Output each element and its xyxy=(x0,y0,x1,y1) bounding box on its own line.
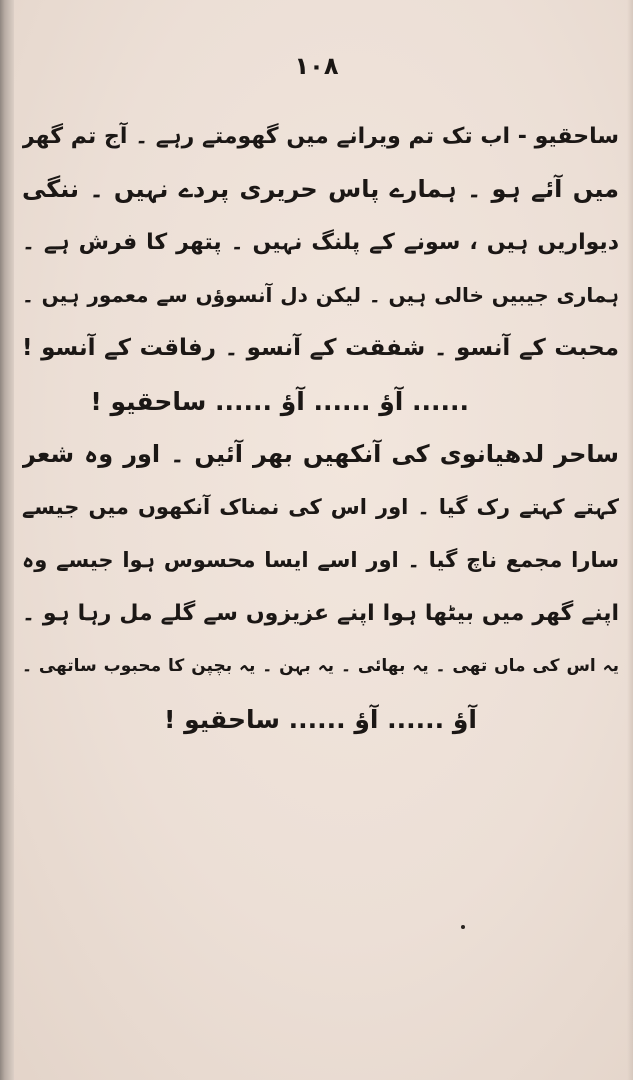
page-number: ۱۰۸ xyxy=(294,52,339,80)
text-line: محبت کے آنسو ۔ شفقت کے آنسو ۔ رفاقت کے آنسو ! xyxy=(22,335,619,361)
text-line: ہماری جیبیں خالی ہیں ۔ لیکن دل آنسوؤں سے معمور ہیں ۔ xyxy=(22,283,619,307)
text-line: میں آئے ہو ۔ ہمارے پاس حریری پردے نہیں ۔ ننگی xyxy=(22,175,619,203)
text-line: دیواریں ہیں ، سونے کے پلنگ نہیں ۔ پتھر کا فرش ہے ۔ xyxy=(22,230,619,255)
text-line: اپنے گھر میں بیٹھا ہوا اپنے عزیزوں سے گلے مل رہا ہو ۔ xyxy=(22,601,619,626)
text-line: آؤ ...... آؤ ...... ساحقیو ! xyxy=(164,705,477,734)
text-line: ...... آؤ ...... آؤ ...... ساحقیو ! xyxy=(90,387,469,416)
page-edge xyxy=(627,0,633,1080)
text-line: سارا مجمع ناچ گیا ۔ اور اسے ایسا محسوس ہوا جیسے وہ xyxy=(22,548,619,572)
text-line: ساحر لدھیانوی کی آنکھیں بھر آئیں ۔ اور وہ شعر xyxy=(22,440,619,468)
text-line: کہتے کہتے رک گیا ۔ اور اس کی نمناک آنکھوں میں جیسے xyxy=(22,495,619,519)
text-line: یہ اس کی ماں تھی ۔ یہ بھائی ۔ یہ بہن ۔ یہ بچپن کا محبوب ساتھی ۔ xyxy=(22,656,619,676)
binding-shadow xyxy=(0,0,14,1080)
text-line: ساحقیو - اب تک تم ویرانے میں گھومتے رہے ۔ آج تم گھر xyxy=(22,124,619,149)
ink-speck xyxy=(461,925,465,929)
page-text xyxy=(22,110,619,746)
